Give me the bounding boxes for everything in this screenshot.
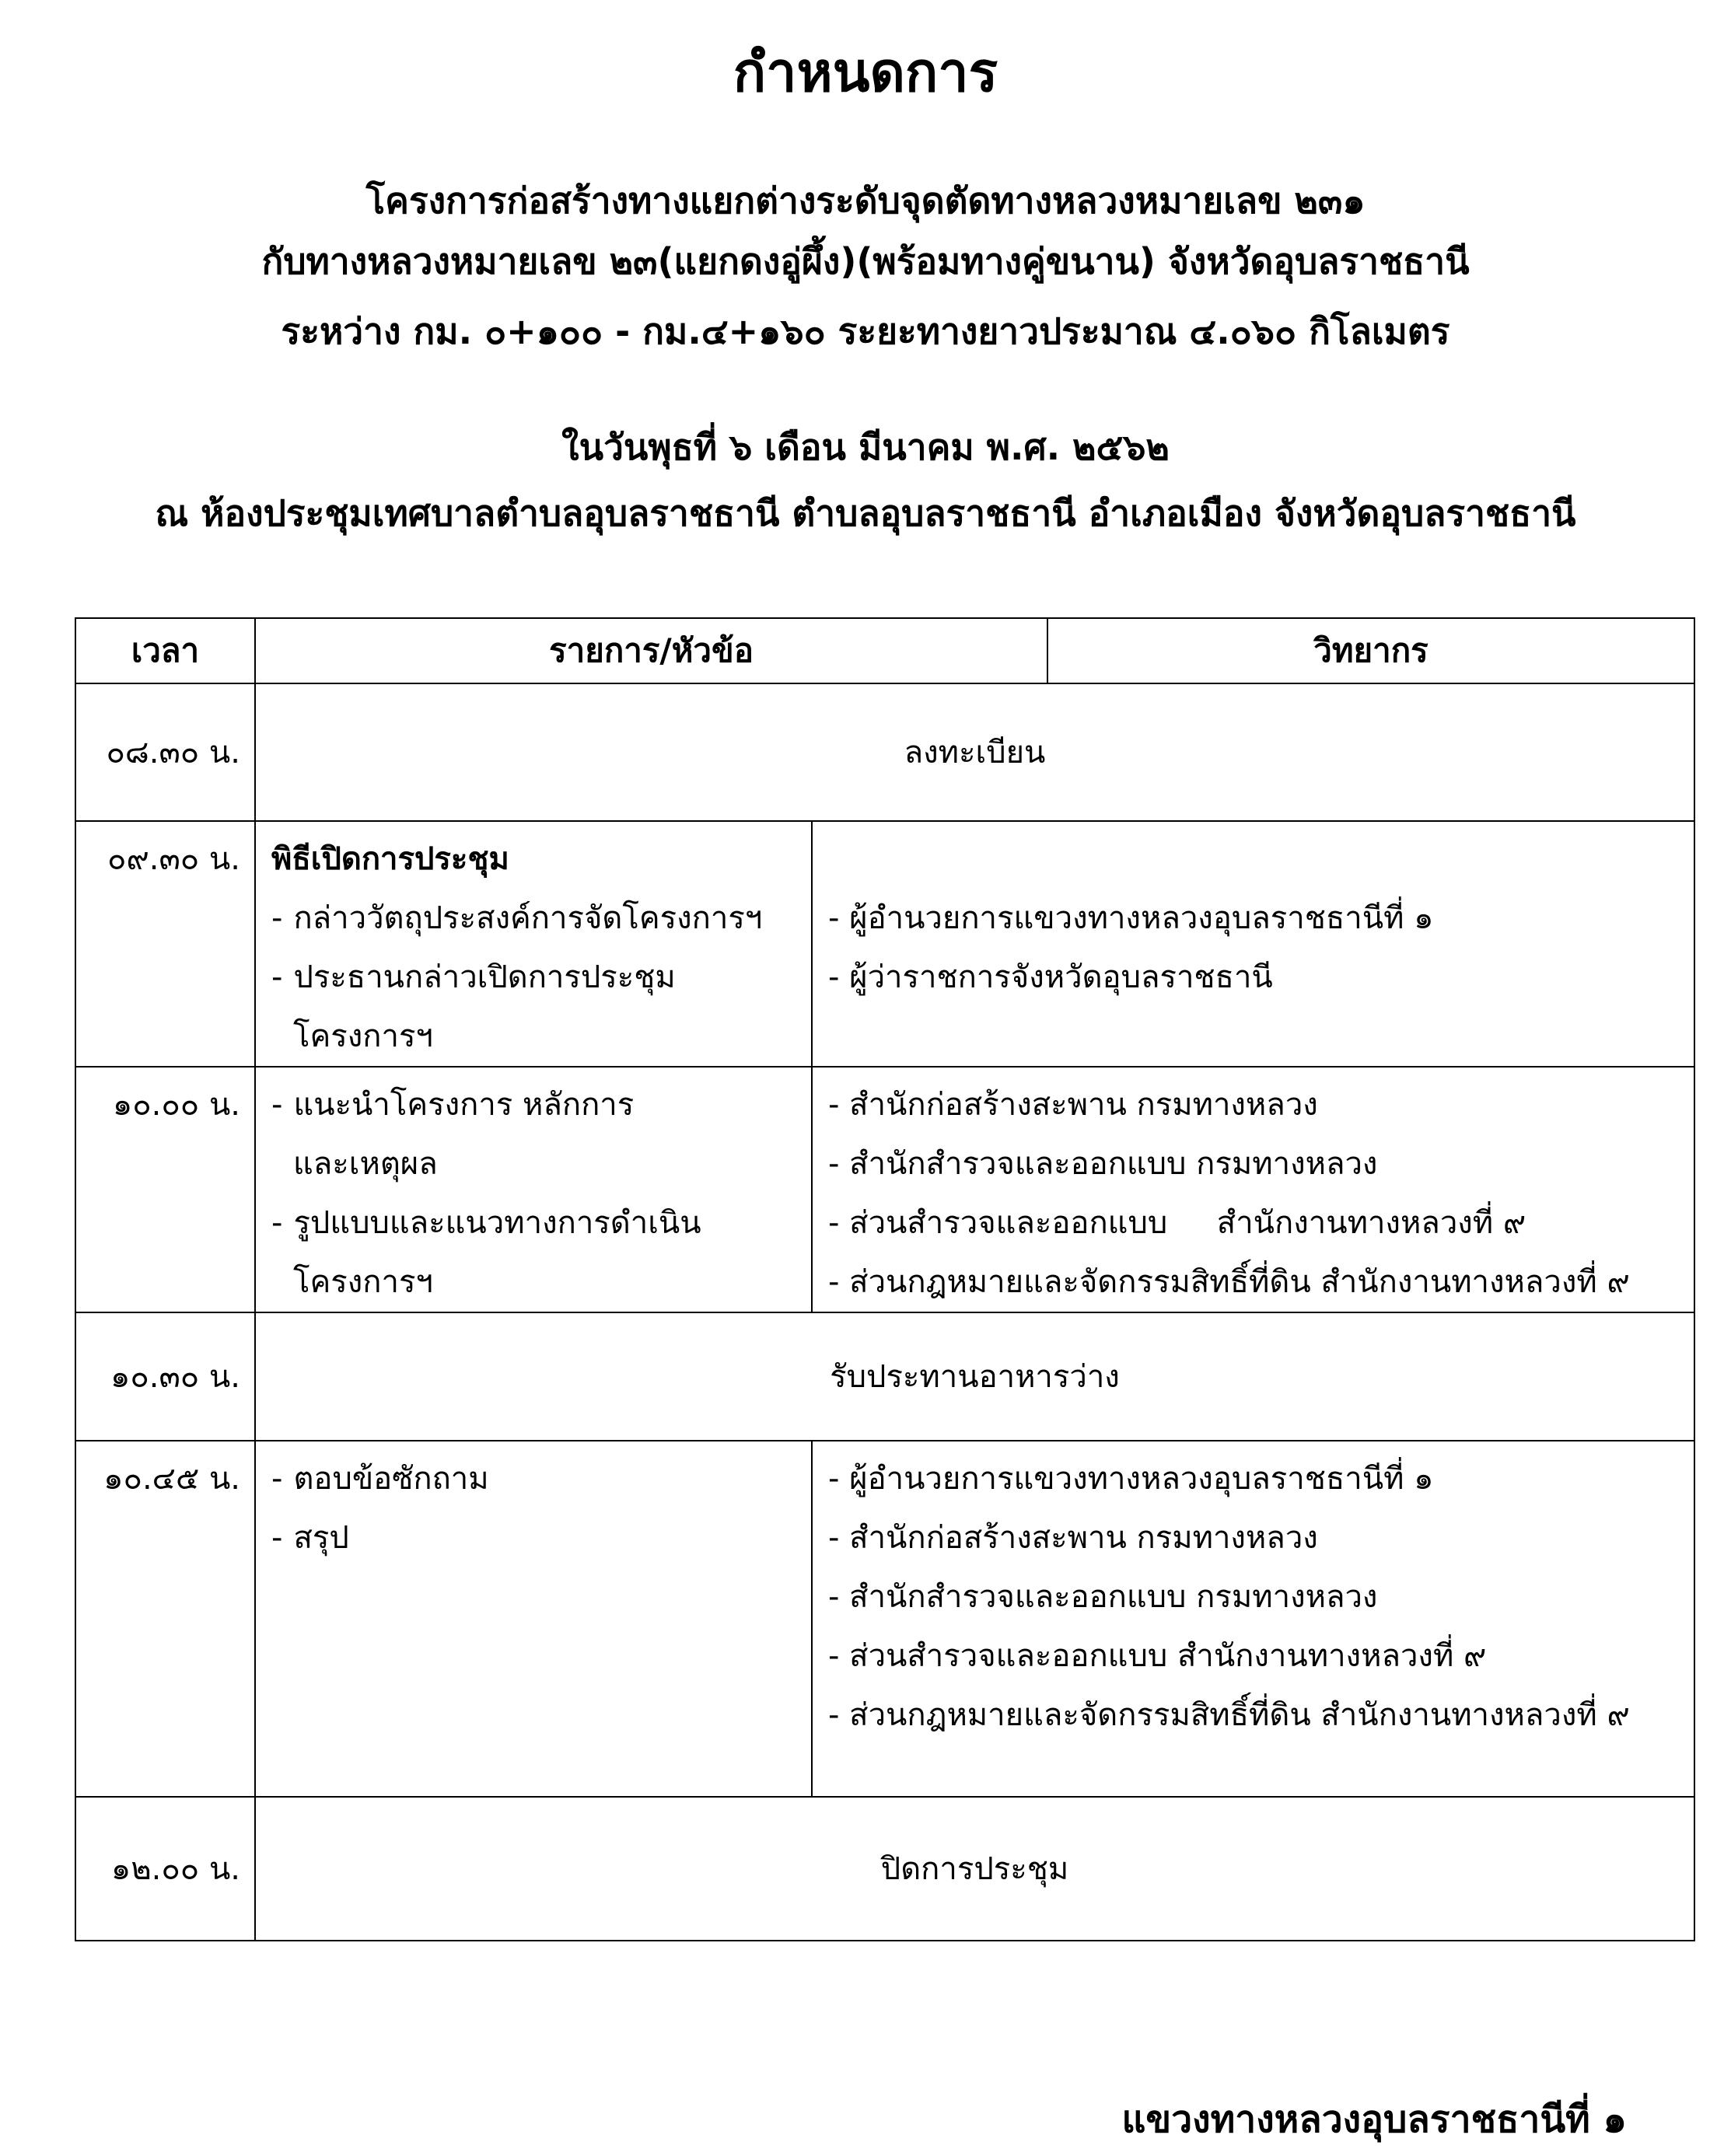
topic-heading: พิธีเปิดการประชุม <box>271 841 509 877</box>
header-time: เวลา <box>75 618 255 683</box>
list-item-continuation: โครงการฯ <box>293 1019 433 1054</box>
date-line: ในวันพุธที่ ๖ เดือน มีนาคม พ.ศ. ๒๕๖๒ <box>561 426 1170 468</box>
speaker-line: - สำนักก่อสร้างสะพาน กรมทางหลวง <box>828 1087 1318 1123</box>
document-footer: แขวงทางหลวงอุบลราชธานีที่ ๑ <box>1121 2098 1627 2141</box>
row-topic <box>255 821 812 1067</box>
agenda-table <box>75 617 1695 1941</box>
project-line-3: ระหว่าง กม. ๐+๑๐๐ - กม.๔+๑๖๐ ระยะทางยาวประมาณ ๔.๐๖๐ กิโลเมตร <box>281 310 1450 352</box>
list-item-continuation: โครงการฯ <box>293 1264 433 1300</box>
speaker-line: - ผู้อำนวยการแขวงทางหลวงอุบลราชธานีที่ ๑ <box>828 1461 1434 1497</box>
venue-line: ณ ห้องประชุมเทศบาลตำบลอุบลราชธานี ตำบลอุบลราชธานี อำเภอเมือง จังหวัดอุบลราชธานี <box>155 492 1576 534</box>
row-topic <box>255 1441 812 1797</box>
list-item: - แนะนำโครงการ หลักการ <box>271 1087 635 1123</box>
row-merged-activity: รับประทานอาหารว่าง <box>255 1312 1694 1441</box>
row-speakers <box>812 821 1694 1067</box>
list-item: - รูปแบบและแนวทางการดำเนิน <box>271 1205 701 1241</box>
row-topic <box>255 1067 812 1312</box>
list-item: - สรุป <box>271 1520 349 1556</box>
speaker-line: - ส่วนกฎหมายและจัดกรรมสิทธิ์ที่ดิน สำนักงานทางหลวงที่ ๙ <box>828 1697 1630 1733</box>
table-header-row <box>75 618 1694 683</box>
speaker-line: - ผู้ว่าราชการจังหวัดอุบลราชธานี <box>828 959 1273 995</box>
row-merged-activity: ลงทะเบียน <box>255 683 1694 821</box>
speaker-line: - สำนักก่อสร้างสะพาน กรมทางหลวง <box>828 1520 1318 1556</box>
row-merged-activity: ปิดการประชุม <box>255 1797 1694 1941</box>
table-row <box>75 1312 1694 1441</box>
header-topic: รายการ/หัวข้อ <box>255 618 1047 683</box>
table-row <box>75 821 1694 1067</box>
row-time: ๐๘.๓๐ น. <box>75 683 255 821</box>
table-row <box>75 1441 1694 1797</box>
table-row <box>75 1797 1694 1941</box>
project-line-2: กับทางหลวงหมายเลข ๒๓(แยกดงอู่ผึ้ง)(พร้อมทางคู่ขนาน) จังหวัดอุบลราชธานี <box>261 240 1470 282</box>
speaker-line: - สำนักสำรวจและออกแบบ กรมทางหลวง <box>828 1579 1378 1615</box>
list-item: - กล่าววัตถุประสงค์การจัดโครงการฯ <box>271 900 763 936</box>
speaker-line: - สำนักสำรวจและออกแบบ กรมทางหลวง <box>828 1146 1378 1182</box>
row-time: ๐๙.๓๐ น. <box>75 821 255 1067</box>
row-speakers <box>812 1441 1694 1797</box>
speaker-line: - ส่วนสำรวจและออกแบบ สำนักงานทางหลวงที่ ๙ <box>828 1638 1487 1674</box>
speaker-line: - ผู้อำนวยการแขวงทางหลวงอุบลราชธานีที่ ๑ <box>828 900 1434 936</box>
table-row <box>75 1067 1694 1312</box>
row-time: ๑๐.๐๐ น. <box>75 1067 255 1312</box>
table-row <box>75 683 1694 821</box>
project-line-1: โครงการก่อสร้างทางแยกต่างระดับจุดตัดทางหลวงหมายเลข ๒๓๑ <box>365 180 1366 222</box>
speaker-line: - ส่วนสำรวจและออกแบบ สำนักงานทางหลวงที่ ๙ <box>828 1205 1526 1241</box>
speaker-line: - ส่วนกฎหมายและจัดกรรมสิทธิ์ที่ดิน สำนักงานทางหลวงที่ ๙ <box>828 1264 1630 1300</box>
list-item-continuation: และเหตุผล <box>293 1146 438 1182</box>
list-item: - ตอบข้อซักถาม <box>271 1461 489 1497</box>
row-time: ๑๐.๔๕ น. <box>75 1441 255 1797</box>
header-speaker: วิทยากร <box>1047 618 1694 683</box>
document-title: กำหนดการ <box>733 40 998 104</box>
list-item: - ประธานกล่าวเปิดการประชุม <box>271 959 676 995</box>
row-time: ๑๒.๐๐ น. <box>75 1797 255 1941</box>
row-speakers <box>812 1067 1694 1312</box>
row-time: ๑๐.๓๐ น. <box>75 1312 255 1441</box>
